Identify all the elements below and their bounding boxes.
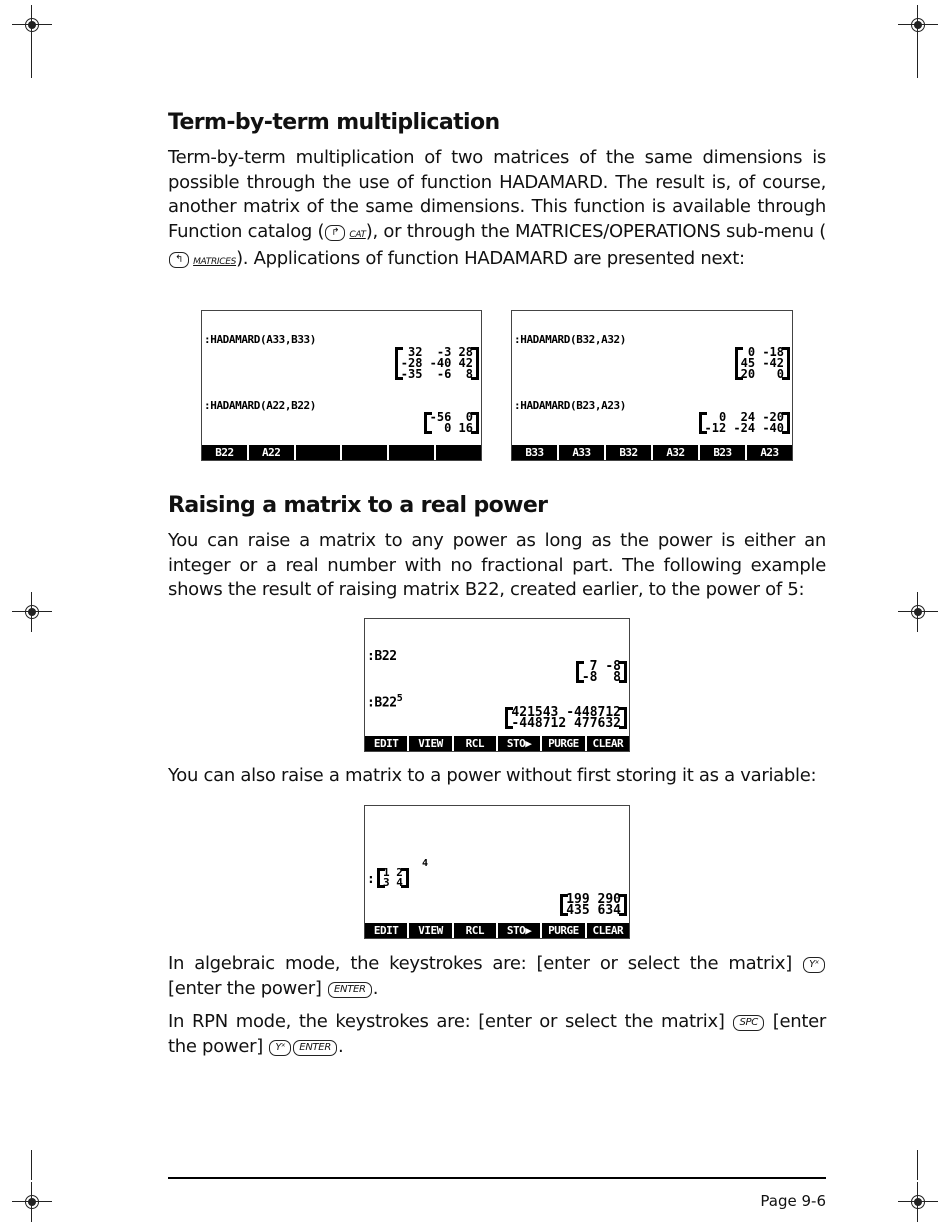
- trim-line: [917, 1150, 918, 1180]
- soft-key-edit[interactable]: EDIT: [373, 924, 399, 937]
- soft-key[interactable]: [294, 445, 341, 460]
- soft-menu-bar: [365, 923, 629, 938]
- soft-key-sto[interactable]: STO▶: [496, 736, 540, 751]
- input-matrix: 1 2 3 4: [377, 868, 409, 888]
- soft-key-view[interactable]: VIEW: [407, 923, 451, 938]
- calculator-screen-literal-power: [364, 805, 630, 939]
- soft-key-rcl[interactable]: RCL: [452, 736, 496, 751]
- soft-key[interactable]: B33: [525, 446, 544, 459]
- enter-key-icon: ENTER: [328, 982, 372, 998]
- registration-mark: [898, 1182, 938, 1222]
- enter-key-icon: ENTER: [293, 1040, 337, 1056]
- soft-key-edit[interactable]: EDIT: [373, 737, 399, 750]
- yx-key-icon: Yˣ: [269, 1040, 291, 1056]
- registration-mark: [898, 5, 938, 45]
- result-matrix: 421543 -448712 -448712 477632: [505, 707, 627, 729]
- soft-key[interactable]: B23: [698, 445, 745, 460]
- soft-key-purge[interactable]: PURGE: [540, 923, 584, 938]
- soft-key[interactable]: B32: [604, 445, 651, 460]
- page-number: Page 9-6: [760, 1192, 826, 1210]
- algebraic-keystrokes-paragraph: In algebraic mode, the keystrokes are: [enter or select the matrix] Yˣ [enter the power] ENTER .: [168, 952, 826, 1001]
- command-line: :B22: [367, 649, 397, 664]
- command-line: :HADAMARD(A33,B33): [204, 333, 317, 346]
- result-matrix: 199 290 435 634: [560, 894, 627, 916]
- soft-key-clear[interactable]: CLEAR: [585, 736, 629, 751]
- section-title-real-power: Raising a matrix to a real power: [168, 493, 548, 518]
- power-paragraph: You can raise a matrix to any power as long as the power is either an integer or a real number with no fractional part. The following example shows the result of raising matrix B22, created earlier, to the power of 5:: [168, 530, 826, 600]
- result-matrix: 0 -18 45 -42 20 0: [735, 347, 790, 380]
- soft-key-clear[interactable]: CLEAR: [585, 923, 629, 938]
- rpn-keystrokes-paragraph: In RPN mode, the keystrokes are: [enter or select the matrix] SPC [enter the power] Yˣ ENTER .: [168, 1011, 827, 1057]
- command-line: $:B22^5$: [367, 693, 403, 711]
- matrices-key-label: MATRICES: [193, 257, 237, 267]
- exponent: 4: [422, 858, 428, 869]
- soft-key[interactable]: A22: [247, 445, 294, 460]
- registration-mark: [12, 1182, 52, 1222]
- calculator-screen-b22-power: [364, 618, 630, 752]
- calculator-screen-hadamard-2: [511, 310, 793, 461]
- spc-key-icon: SPC: [733, 1015, 763, 1031]
- section-title-term-by-term: Term-by-term multiplication: [168, 110, 500, 135]
- calculator-screen-hadamard-1: [201, 310, 482, 461]
- soft-key[interactable]: [340, 445, 387, 460]
- soft-menu-bar: [365, 736, 629, 751]
- command-line: :HADAMARD(A22,B22): [204, 399, 317, 412]
- command-line: :HADAMARD(B32,A32): [514, 333, 627, 346]
- right-shift-key-icon: ↱: [325, 225, 345, 241]
- registration-mark: [898, 592, 938, 632]
- no-store-paragraph: You can also raise a matrix to a power without first storing it as a variable:: [168, 765, 817, 786]
- soft-menu-bar: [202, 445, 481, 460]
- soft-key[interactable]: [434, 445, 481, 460]
- soft-menu-bar: [512, 445, 792, 460]
- footer-rule: [168, 1177, 826, 1179]
- yx-key-icon: Yˣ: [803, 957, 825, 973]
- left-shift-key-icon: ↰: [169, 252, 189, 268]
- soft-key-rcl[interactable]: RCL: [452, 923, 496, 938]
- command-line: :HADAMARD(B23,A23): [514, 399, 627, 412]
- cat-key-label: CAT: [349, 229, 366, 240]
- soft-key[interactable]: B22: [215, 446, 234, 459]
- result-matrix: 0 24 -20 -12 -24 -40: [699, 412, 790, 434]
- hadamard-paragraph: Term-by-term multiplication of two matrices of the same dimensions is possible through the use of function HADAMARD. The result is, of course, another matrix of the same dimensions. This function is available through Function catalog ( ↱ CAT), or through the MATRICES/OPERATIONS sub-menu (↰ MATRICES). Applications of function HADAMARD are presented next:: [168, 147, 826, 269]
- result-matrix: 32 -3 28 -28 -40 42 -35 -6 8: [395, 347, 479, 380]
- soft-key-purge[interactable]: PURGE: [540, 736, 584, 751]
- trim-line: [31, 1150, 32, 1180]
- registration-mark: [12, 5, 52, 45]
- soft-key[interactable]: A32: [651, 445, 698, 460]
- trim-line: [917, 40, 918, 78]
- result-matrix: 7 -8 -8 8: [576, 661, 627, 683]
- command-line: :: [367, 872, 375, 887]
- soft-key[interactable]: A33: [557, 445, 604, 460]
- result-matrix: -56 0 0 16: [424, 412, 479, 434]
- trim-line: [31, 40, 32, 78]
- registration-mark: [12, 592, 52, 632]
- soft-key[interactable]: [387, 445, 434, 460]
- exponent: 5: [396, 693, 403, 704]
- soft-key[interactable]: A23: [745, 445, 792, 460]
- soft-key-sto[interactable]: STO▶: [496, 923, 540, 938]
- soft-key-view[interactable]: VIEW: [407, 736, 451, 751]
